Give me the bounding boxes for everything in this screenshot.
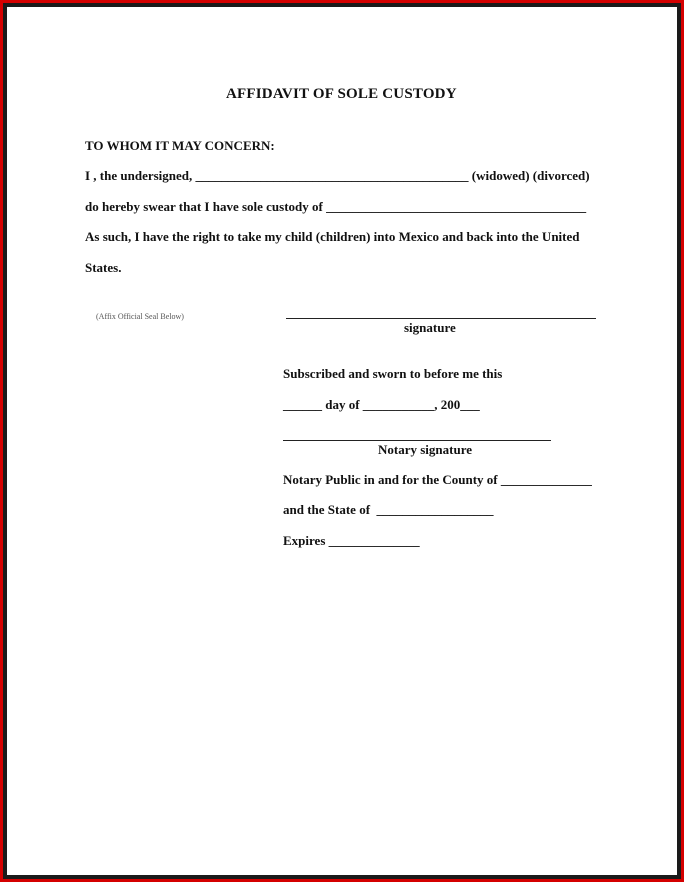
undersigned-line: I , the undersigned, __________________________________________ (widowed) (divorced)	[85, 168, 590, 183]
county-line: Notary Public in and for the County of ______________	[283, 472, 592, 487]
day-line: ______ day of ___________, 200___	[283, 397, 480, 412]
salutation: TO WHOM IT MAY CONCERN:	[85, 138, 275, 153]
state-line: and the State of __________________	[283, 502, 494, 517]
states-line: States.	[85, 260, 122, 275]
seal-note: (Affix Official Seal Below)	[96, 312, 184, 321]
notary-signature-rule	[283, 440, 551, 441]
signature-label: signature	[404, 320, 456, 335]
custody-line: do hereby swear that I have sole custody of ________________________________________	[85, 199, 587, 214]
signature-rule	[286, 318, 596, 319]
subscribed-line: Subscribed and sworn to before me this	[283, 366, 503, 381]
expires-line: Expires ______________	[283, 533, 420, 548]
document-title: AFFIDAVIT OF SOLE CUSTODY	[226, 86, 457, 102]
rights-line: As such, I have the right to take my child (children) into Mexico and back into the United	[85, 229, 580, 244]
notary-signature-label: Notary signature	[378, 442, 473, 457]
inner-black-border	[3, 3, 681, 879]
